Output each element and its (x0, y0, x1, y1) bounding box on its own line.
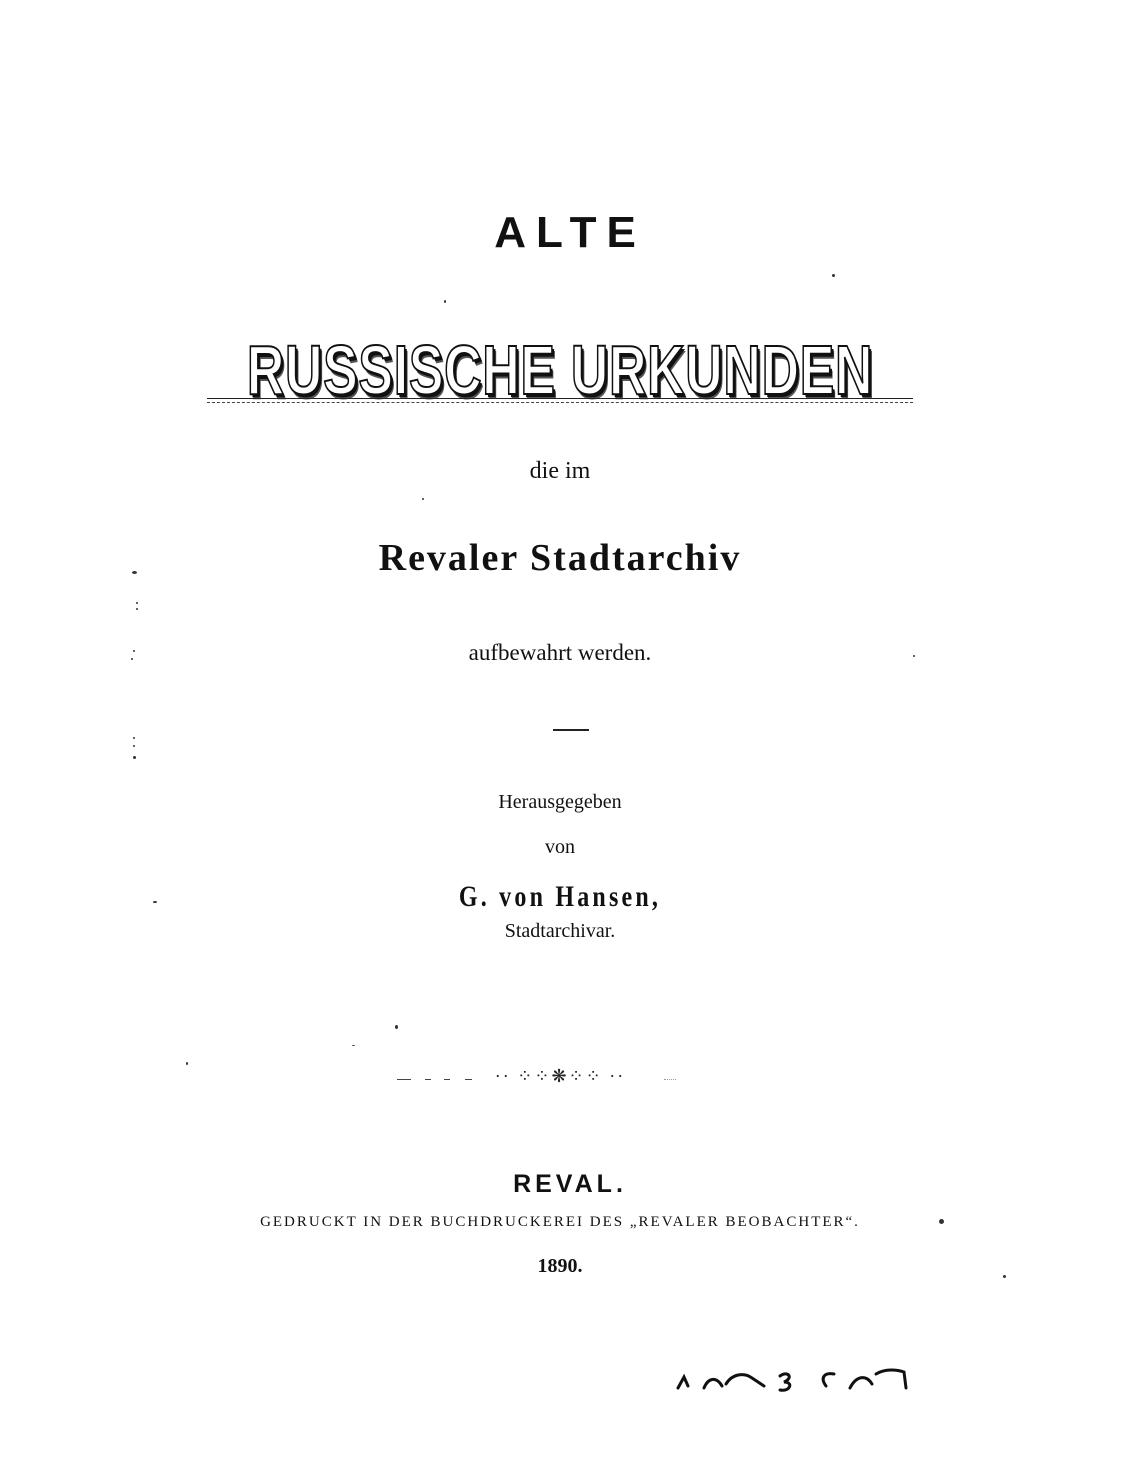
handwritten-mark (672, 1362, 912, 1392)
editor-label: Herausgegeben (498, 791, 622, 813)
speck (186, 1062, 188, 1065)
speck (136, 608, 138, 610)
year: 1890. (537, 1255, 583, 1277)
title-line-2: RUSSISCHE URKUNDEN (246, 331, 874, 409)
editor-name: G. von Hansen, (458, 880, 662, 913)
speck (136, 602, 138, 604)
speck (352, 1045, 355, 1046)
speck (444, 300, 446, 303)
speck (1003, 1275, 1006, 1278)
editor-von: von (545, 836, 575, 858)
subtitle-die-im: die im (529, 458, 591, 484)
title-line-1: ALTE (494, 208, 646, 257)
subtitle-archive: Revaler Stadtarchiv (378, 537, 742, 579)
subtitle-aufbewahrt: aufbewahrt werden. (468, 640, 652, 665)
title-underline (207, 398, 913, 403)
speck (133, 737, 135, 739)
place: REVAL. (513, 1170, 627, 1198)
speck (832, 274, 835, 277)
speck (395, 1025, 398, 1029)
speck (132, 571, 137, 574)
ornament: ·· ⁘⁘❋⁘⁘ ·· (494, 1066, 626, 1086)
speck (939, 1219, 944, 1224)
speck (133, 756, 136, 759)
speck (133, 745, 135, 747)
editor-role: Stadtarchivar. (504, 920, 616, 942)
speck (153, 901, 157, 903)
speck (422, 498, 424, 500)
printer: GEDRUCKT IN DER BUCHDRUCKEREI DES „REVALER BEOBACHTER“. (260, 1214, 860, 1230)
separator-dash (553, 729, 589, 731)
